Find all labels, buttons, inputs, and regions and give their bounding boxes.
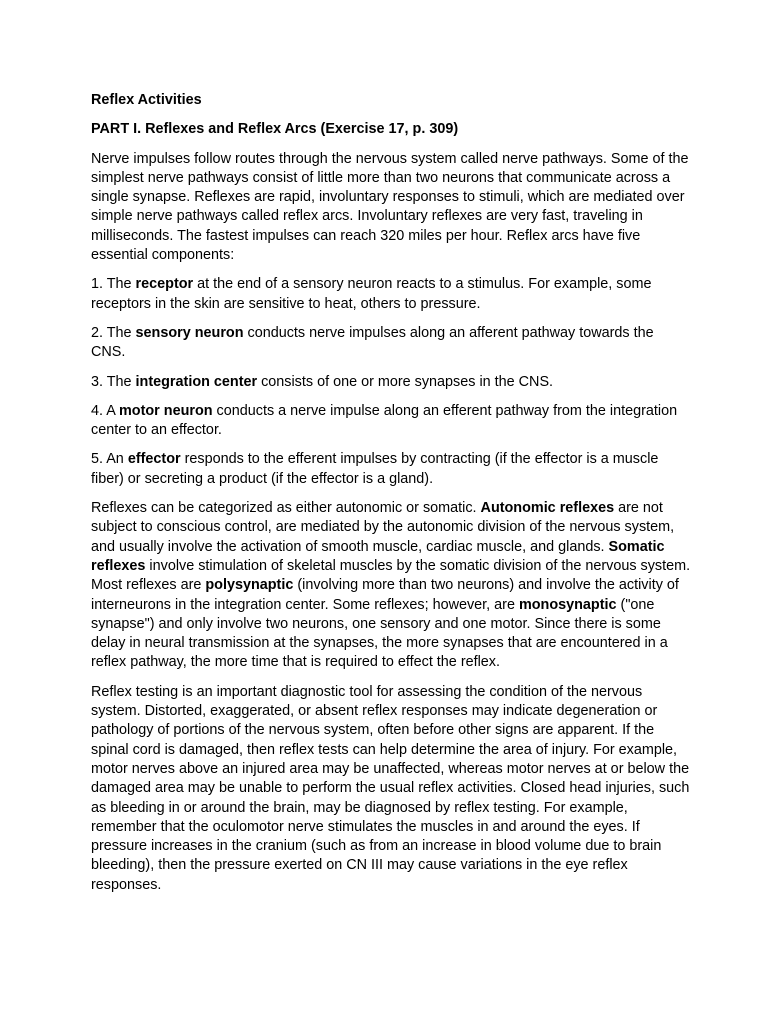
paragraph-text: involve stimulation of skeletal muscles by the somatic division of the nervous system. Most reflexes are bbox=[91, 557, 691, 594]
component-text: conducts a nerve impulse along an efferent pathway from the integration center to an effector. bbox=[91, 402, 678, 439]
component-effector bbox=[91, 450, 691, 489]
categories-paragraph bbox=[91, 499, 691, 673]
component-prefix: 1. The bbox=[91, 276, 136, 293]
component-text: consists of one or more synapses in the CNS. bbox=[257, 373, 554, 390]
paragraph-text: ("one synapse") and only involve two neurons, one sensory and one motor. Since there is some delay in neural transmission at the synapses, the more synapses that are encountered in a reflex pathway, the more time that is required to effect the reflex. bbox=[91, 596, 668, 671]
document-title: Reflex Activities bbox=[91, 92, 202, 108]
component-text: responds to the efferent impulses by contracting (if the effector is a muscle fiber) or secreting a product (if the effector is a gland). bbox=[91, 451, 659, 487]
component-receptor bbox=[91, 275, 691, 314]
term-autonomic-reflexes: Autonomic reflexes bbox=[480, 500, 615, 517]
term-effector: effector bbox=[127, 451, 181, 468]
term-integration-center: integration center bbox=[135, 373, 258, 390]
paragraph-text: are not subject to conscious control, are mediated by the autonomic division of the nervous system, and usually involve the activation of smooth muscle, cardiac muscle, and glands. bbox=[91, 500, 675, 555]
paragraph-text: Reflexes can be categorized as either autonomic or somatic. bbox=[91, 500, 481, 517]
component-motor-neuron bbox=[91, 402, 691, 441]
component-prefix: 5. An bbox=[91, 451, 128, 468]
paragraph-text: (involving more than two neurons) and involve the activity of interneurons in the integration center. Some reflexes; however, are bbox=[91, 577, 679, 613]
term-motor-neuron: motor neuron bbox=[119, 402, 213, 419]
term-receptor: receptor bbox=[135, 276, 194, 293]
testing-paragraph: Reflex testing is an important diagnostic tool for assessing the condition of the nervous system. Distorted, exaggerated, or absent reflex responses may indicate degeneration or pathology of portions of the nervous system, often before other signs are apparent. If the spinal cord is damaged, then reflex tests can help determine the area of injury. For example, motor nerves above an injured area may be unaffected, whereas motor nerves at or below the damaged area may be unable to perform the usual reflex activities. Closed head injuries, such as bleeding in or around the brain, may be diagnosed by reflex testing. For example, remember that the oculomotor nerve stimulates the muscles in and around the eyes. If pressure increases in the cranium (such as from an increase in blood volume due to brain bleeding), then the pressure exerted on CN III may cause variations in the eye reflex responses. bbox=[91, 683, 690, 893]
component-text: at the end of a sensory neuron reacts to a stimulus. For example, some receptors in the skin are sensitive to heat, others to pressure. bbox=[91, 276, 652, 312]
part-heading: PART I. Reflexes and Reflex Arcs (Exercise 17, p. 309) bbox=[91, 121, 459, 138]
component-prefix: 4. A bbox=[91, 402, 120, 419]
intro-paragraph: Nerve impulses follow routes through the nervous system called nerve pathways. Some of the simplest nerve pathways consist of little more than two neurons that communicate across a single synapse. Reflexes are rapid, involuntary responses to stimuli, which are mediated over simple nerve pathways called reflex arcs. Involuntary reflexes are very fast, traveling in milliseconds. The fastest impulses can reach 320 miles per hour. Reflex arcs have five essential components: bbox=[91, 150, 689, 264]
term-polysynaptic: polysynaptic bbox=[205, 577, 294, 594]
component-prefix: 2. The bbox=[91, 324, 136, 341]
term-somatic-reflexes: Somatic reflexes bbox=[91, 538, 665, 574]
component-prefix: 3. The bbox=[91, 373, 136, 390]
document-page bbox=[91, 91, 691, 905]
term-sensory-neuron: sensory neuron bbox=[135, 324, 244, 341]
term-monosynaptic: monosynaptic bbox=[518, 596, 617, 613]
component-text: conducts nerve impulses along an afferent pathway towards the CNS. bbox=[91, 324, 654, 361]
component-sensory-neuron bbox=[91, 324, 691, 363]
component-integration-center bbox=[91, 373, 691, 392]
